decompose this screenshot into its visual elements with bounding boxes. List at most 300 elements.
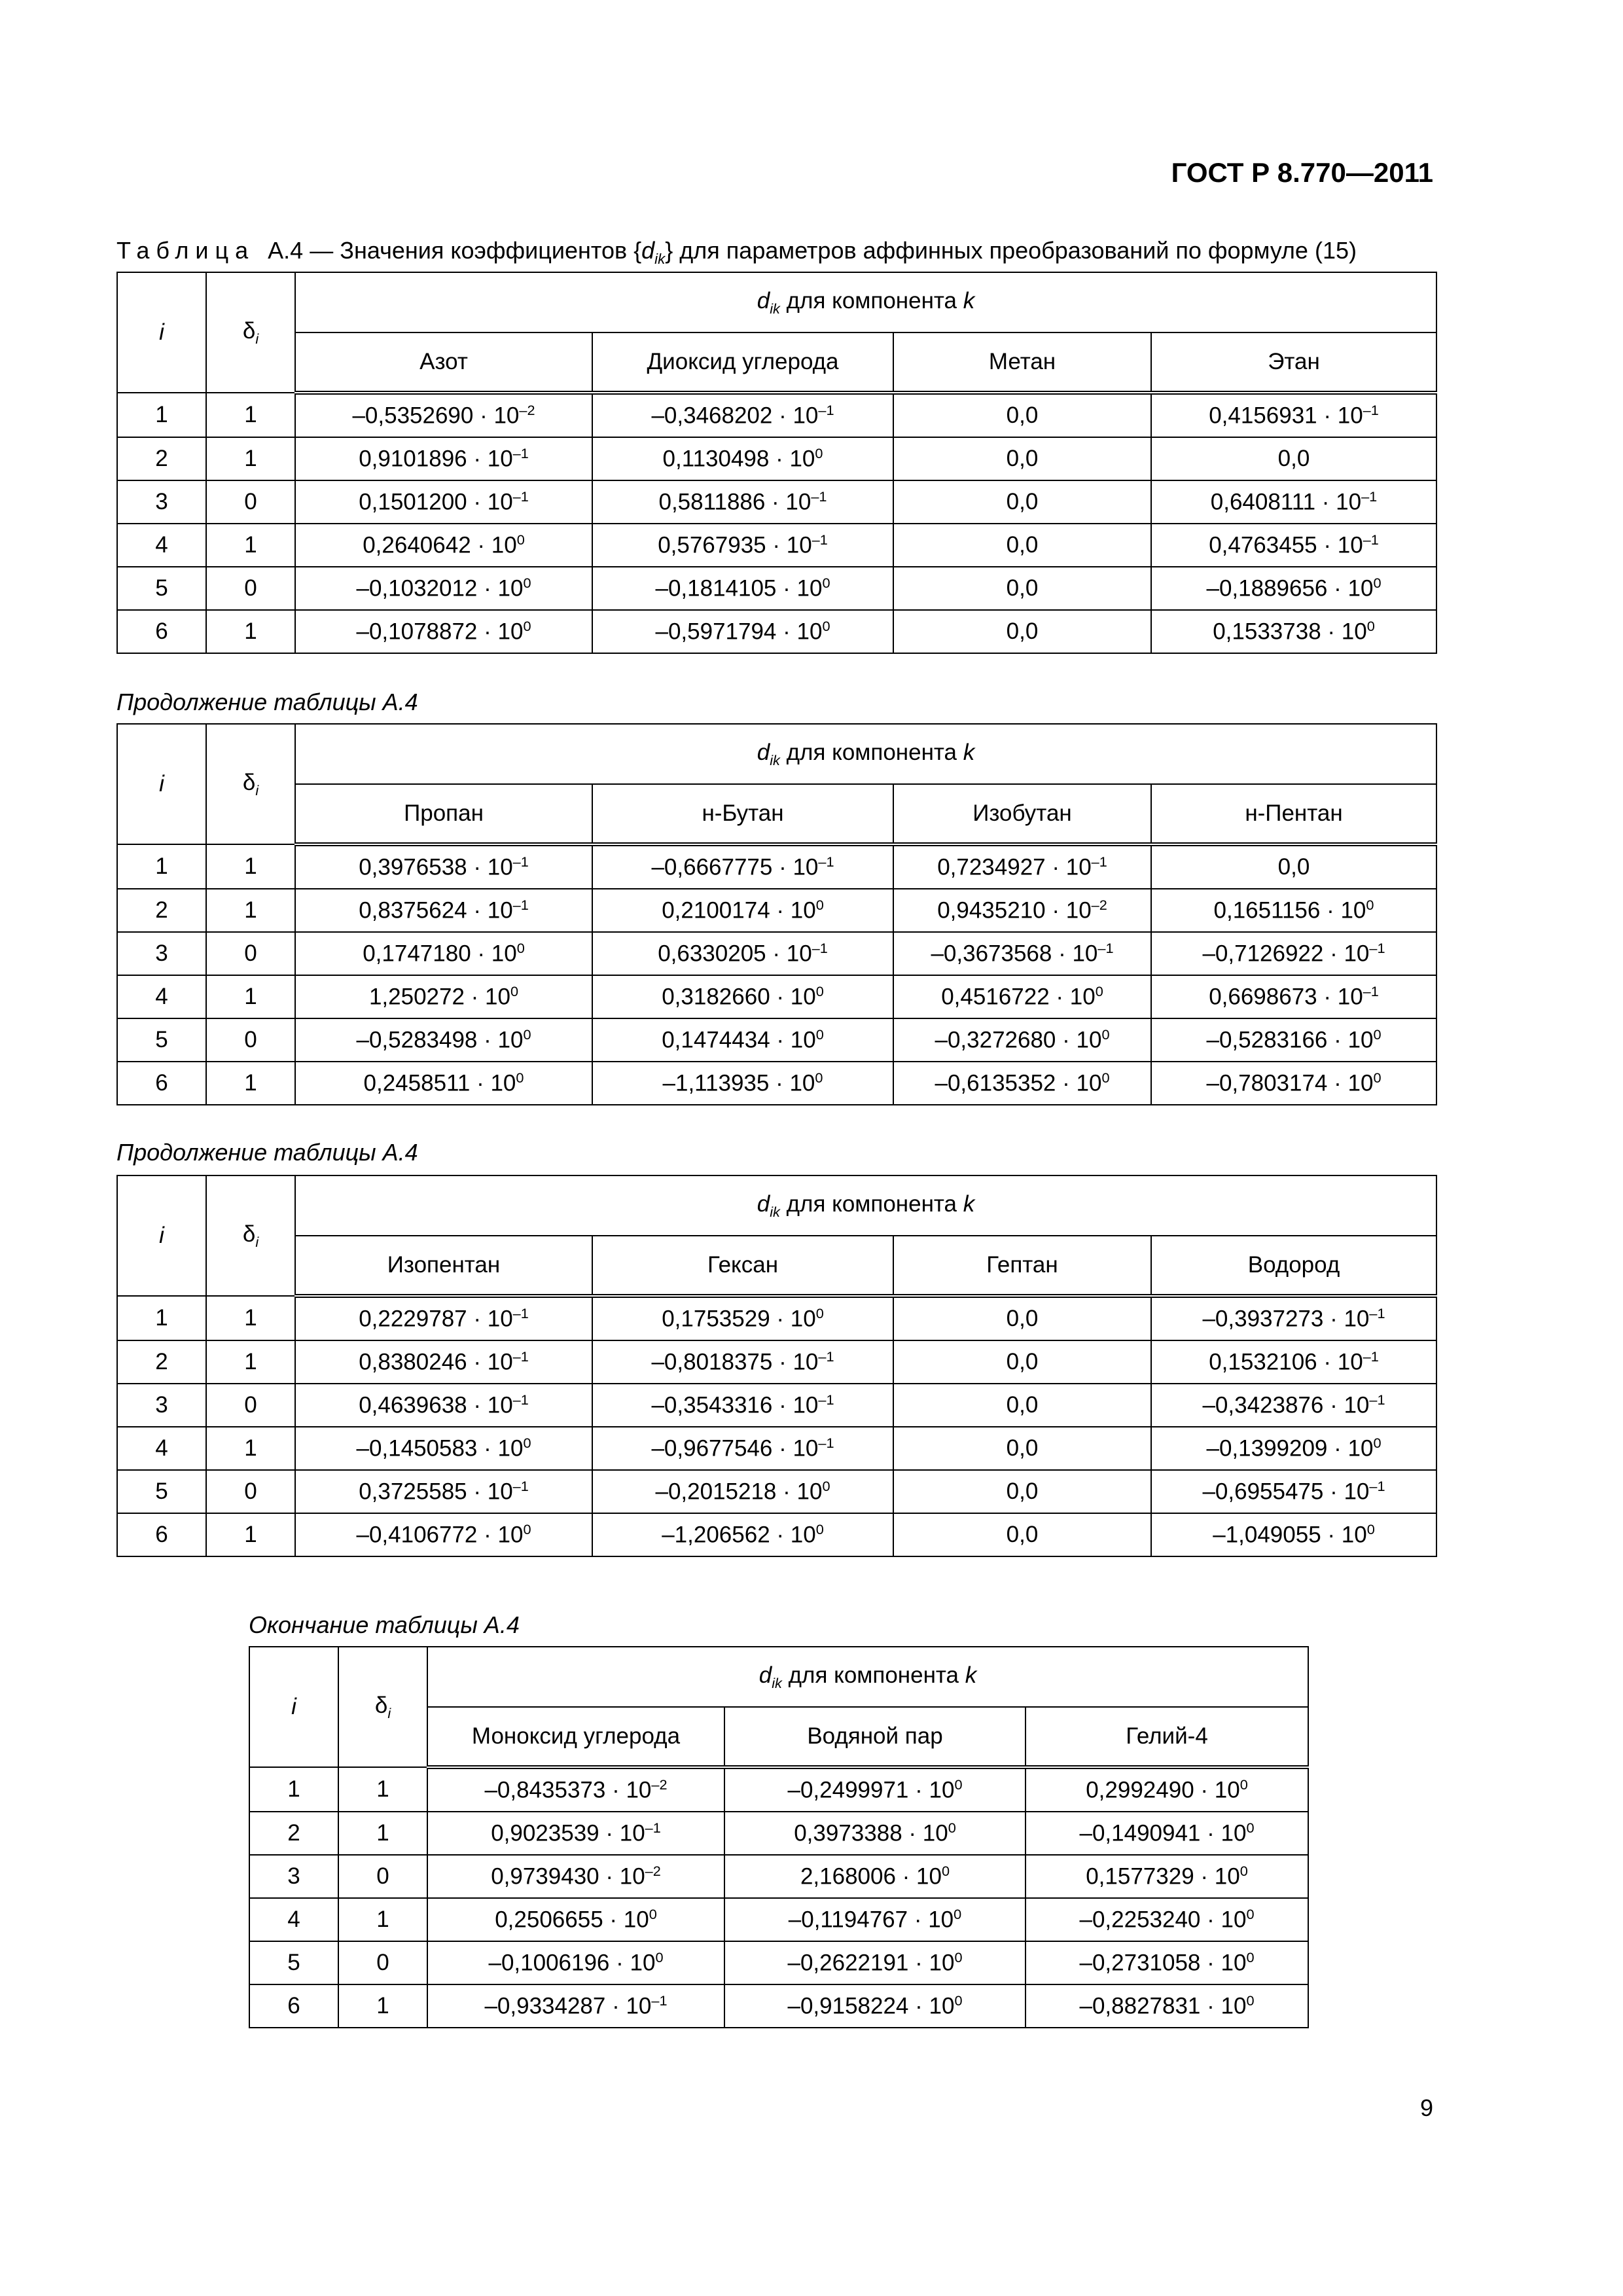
cell-i: 2 xyxy=(117,1340,206,1384)
cell-delta: 1 xyxy=(206,610,295,653)
header-row xyxy=(117,272,1436,332)
cell-value xyxy=(1151,480,1436,524)
cell-value xyxy=(427,1855,724,1898)
cell-i: 3 xyxy=(249,1855,338,1898)
value-exponent: 0 xyxy=(1246,1949,1255,1966)
table-row xyxy=(117,1340,1436,1384)
cell-i: 6 xyxy=(117,610,206,653)
cell-delta: 1 xyxy=(206,1296,295,1340)
cell-value xyxy=(592,975,893,1018)
cell-value xyxy=(295,480,592,524)
value-mantissa: 0,1533738 · 10 xyxy=(1213,619,1367,645)
cell-value xyxy=(427,1767,724,1812)
component-header: Водяной пар xyxy=(724,1707,1026,1767)
cell-value xyxy=(592,889,893,932)
table-row xyxy=(117,480,1436,524)
value-exponent: 0 xyxy=(822,575,830,592)
value-mantissa: 0,0 xyxy=(1277,854,1310,880)
cell-value xyxy=(1151,1018,1436,1062)
component-header: Гептан xyxy=(893,1236,1151,1296)
cell-value xyxy=(592,1513,893,1556)
cell-value xyxy=(893,1340,1151,1384)
cell-i: 6 xyxy=(117,1062,206,1105)
cell-value xyxy=(893,1018,1151,1062)
value-mantissa: 0,0 xyxy=(1006,403,1039,428)
group-d-sub: ik xyxy=(770,751,780,768)
cell-value xyxy=(295,1513,592,1556)
value-exponent: 0 xyxy=(523,1026,531,1043)
value-exponent: –1 xyxy=(512,1391,529,1408)
cell-value xyxy=(592,1018,893,1062)
value-mantissa: –0,2499971 · 10 xyxy=(787,1777,955,1803)
value-mantissa: –0,4106772 · 10 xyxy=(356,1522,524,1548)
value-exponent: –1 xyxy=(818,402,834,419)
table-row xyxy=(117,1470,1436,1513)
cell-value xyxy=(893,393,1151,437)
cell-value xyxy=(1151,975,1436,1018)
cell-delta: 0 xyxy=(338,1941,427,1984)
cell-value xyxy=(893,1296,1151,1340)
component-header-row xyxy=(117,332,1436,393)
value-exponent: –1 xyxy=(812,940,828,957)
value-exponent: –1 xyxy=(811,488,827,505)
value-mantissa: –0,6667775 · 10 xyxy=(651,854,819,880)
value-exponent: 0 xyxy=(1373,1069,1382,1086)
cell-value xyxy=(295,1018,592,1062)
value-mantissa: 0,0 xyxy=(1006,1435,1039,1461)
component-header: Водород xyxy=(1151,1236,1436,1296)
table-row xyxy=(117,610,1436,653)
column-group-header xyxy=(295,724,1436,784)
group-k: k xyxy=(963,1191,975,1217)
value-exponent: 0 xyxy=(516,1069,524,1086)
value-mantissa: 0,6408111 · 10 xyxy=(1210,489,1362,515)
value-mantissa: –0,9334287 · 10 xyxy=(484,1993,652,2019)
value-mantissa: 0,0 xyxy=(1006,532,1039,558)
delta-sub: i xyxy=(387,1704,391,1721)
value-mantissa: –0,5283166 · 10 xyxy=(1206,1027,1374,1053)
cell-value xyxy=(295,975,592,1018)
value-exponent: 0 xyxy=(1240,1776,1248,1793)
cell-value xyxy=(427,1812,724,1855)
cell-value xyxy=(295,1384,592,1427)
group-d: d xyxy=(758,1662,772,1688)
value-mantissa: 0,0 xyxy=(1006,575,1039,601)
cell-i: 5 xyxy=(117,1470,206,1513)
value-exponent: –1 xyxy=(512,1305,529,1322)
table-row xyxy=(117,932,1436,975)
value-mantissa: 0,5767935 · 10 xyxy=(658,532,812,558)
cell-value xyxy=(1151,524,1436,567)
value-exponent: 0 xyxy=(815,445,823,462)
value-exponent: –2 xyxy=(1091,897,1107,914)
table-row xyxy=(117,524,1436,567)
col-i-label: i xyxy=(159,771,164,797)
table-caption: Продолжение таблицы А.4 xyxy=(116,1139,418,1166)
table-row xyxy=(249,1855,1308,1898)
component-header: н-Бутан xyxy=(592,784,893,844)
col-i-label: i xyxy=(291,1694,296,1719)
value-exponent: –1 xyxy=(512,897,529,914)
value-mantissa: –0,7803174 · 10 xyxy=(1206,1070,1374,1096)
delta-symbol: δ xyxy=(374,1692,388,1718)
value-exponent: 0 xyxy=(1246,1820,1255,1837)
cell-value xyxy=(724,1898,1026,1941)
cell-i: 2 xyxy=(117,889,206,932)
cell-delta: 1 xyxy=(206,844,295,889)
header-row xyxy=(117,1175,1436,1236)
value-mantissa: 0,9435210 · 10 xyxy=(937,897,1092,924)
coefficients-table xyxy=(116,1175,1437,1557)
table-number: А.4 — Значения коэффициентов { xyxy=(268,237,642,264)
value-exponent: 0 xyxy=(1101,1026,1110,1043)
value-exponent: –1 xyxy=(512,1478,529,1495)
value-exponent: 0 xyxy=(815,1069,823,1086)
table-row xyxy=(117,1018,1436,1062)
cell-delta: 1 xyxy=(206,889,295,932)
value-mantissa: 0,2229787 · 10 xyxy=(359,1306,513,1332)
value-mantissa: 0,4763455 · 10 xyxy=(1209,532,1363,558)
component-header: Гексан xyxy=(592,1236,893,1296)
value-mantissa: –0,3937273 · 10 xyxy=(1202,1306,1370,1332)
value-mantissa: 0,1501200 · 10 xyxy=(359,489,513,515)
coefficients-table xyxy=(249,1646,1309,2028)
value-mantissa: 0,3973388 · 10 xyxy=(794,1820,948,1846)
cell-delta: 0 xyxy=(206,480,295,524)
value-mantissa: 0,0 xyxy=(1006,446,1039,471)
header-row xyxy=(117,724,1436,784)
group-label: для компонента xyxy=(779,739,963,765)
cell-value xyxy=(724,1812,1026,1855)
value-exponent: 0 xyxy=(655,1949,664,1966)
value-exponent: –1 xyxy=(1369,1478,1385,1495)
value-exponent: 0 xyxy=(523,575,531,592)
cell-value xyxy=(295,932,592,975)
value-exponent: –1 xyxy=(512,445,529,462)
cell-value xyxy=(427,1898,724,1941)
cell-i: 5 xyxy=(249,1941,338,1984)
value-mantissa: 0,1747180 · 10 xyxy=(363,941,517,967)
group-d-sub: ik xyxy=(770,1203,780,1220)
value-mantissa: 0,0 xyxy=(1006,619,1039,644)
column-group-header xyxy=(427,1647,1308,1707)
value-mantissa: 0,0 xyxy=(1006,1479,1039,1504)
page-number: 9 xyxy=(1419,2094,1433,2121)
cell-value xyxy=(1151,889,1436,932)
cell-value xyxy=(893,524,1151,567)
cell-delta: 1 xyxy=(206,1340,295,1384)
value-exponent: –1 xyxy=(512,853,529,870)
cell-i: 1 xyxy=(117,844,206,889)
table-caption: Продолжение таблицы А.4 xyxy=(116,689,418,715)
value-mantissa: –0,5283498 · 10 xyxy=(356,1027,524,1053)
value-exponent: 0 xyxy=(822,1478,830,1495)
cell-value xyxy=(295,1340,592,1384)
cell-i: 5 xyxy=(117,1018,206,1062)
value-mantissa: 0,0 xyxy=(1006,1349,1039,1374)
group-label: для компонента xyxy=(779,287,963,314)
value-exponent: 0 xyxy=(941,1863,950,1880)
table-title xyxy=(116,237,1357,268)
cell-delta: 0 xyxy=(338,1855,427,1898)
component-header: Гелий-4 xyxy=(1026,1707,1308,1767)
cell-value xyxy=(724,1767,1026,1812)
cell-delta: 1 xyxy=(206,524,295,567)
value-mantissa: –0,3272680 · 10 xyxy=(935,1027,1102,1053)
value-mantissa: 0,2100174 · 10 xyxy=(662,897,816,924)
value-exponent: –1 xyxy=(512,1348,529,1365)
value-mantissa: –0,1889656 · 10 xyxy=(1206,575,1374,601)
value-mantissa: 0,1753529 · 10 xyxy=(662,1306,816,1332)
cell-value xyxy=(295,524,592,567)
component-header: н-Пентан xyxy=(1151,784,1436,844)
value-mantissa: 0,0 xyxy=(1277,446,1310,471)
value-mantissa: 0,1130498 · 10 xyxy=(662,446,815,472)
value-mantissa: –0,5352690 · 10 xyxy=(352,403,520,429)
value-mantissa: 2,168006 · 10 xyxy=(800,1863,942,1890)
value-mantissa: 0,6330205 · 10 xyxy=(658,941,812,967)
delta-symbol: δ xyxy=(242,769,256,795)
cell-value xyxy=(893,1062,1151,1105)
table-row xyxy=(117,567,1436,610)
value-mantissa: –1,206562 · 10 xyxy=(662,1522,816,1548)
value-exponent: –1 xyxy=(1363,531,1379,548)
value-exponent: 0 xyxy=(954,1949,963,1966)
column-group-header xyxy=(295,272,1436,332)
component-header: Изобутан xyxy=(893,784,1151,844)
cell-value xyxy=(592,1427,893,1470)
component-header: Метан xyxy=(893,332,1151,393)
value-mantissa: –0,1450583 · 10 xyxy=(356,1435,524,1462)
value-exponent: –1 xyxy=(645,1820,661,1837)
value-mantissa: –0,7126922 · 10 xyxy=(1202,941,1370,967)
value-mantissa: 0,9101896 · 10 xyxy=(359,446,513,472)
cell-value xyxy=(295,1427,592,1470)
cell-value xyxy=(1151,437,1436,480)
value-exponent: 0 xyxy=(516,940,525,957)
cell-value xyxy=(1151,610,1436,653)
cell-i: 1 xyxy=(249,1767,338,1812)
value-mantissa: 0,0 xyxy=(1006,1392,1039,1418)
cell-value xyxy=(1151,1340,1436,1384)
cell-value xyxy=(893,1384,1151,1427)
coefficients-table xyxy=(116,723,1437,1105)
value-exponent: 0 xyxy=(523,1521,531,1538)
table-row xyxy=(249,1767,1308,1812)
value-exponent: –1 xyxy=(1363,402,1379,419)
component-header: Моноксид углерода xyxy=(427,1707,724,1767)
value-mantissa: –0,9677546 · 10 xyxy=(651,1435,819,1462)
value-mantissa: –0,8018375 · 10 xyxy=(651,1349,819,1375)
table-row xyxy=(117,437,1436,480)
coefficients-table xyxy=(116,272,1437,654)
cell-value xyxy=(295,610,592,653)
cell-delta: 1 xyxy=(338,1898,427,1941)
title-d-sub: ik xyxy=(654,251,666,268)
cell-value xyxy=(893,932,1151,975)
cell-value xyxy=(592,1296,893,1340)
value-mantissa: –0,2253240 · 10 xyxy=(1079,1907,1247,1933)
cell-value xyxy=(1151,567,1436,610)
value-exponent: –1 xyxy=(1363,983,1379,1000)
cell-value xyxy=(592,932,893,975)
table-caption: Окончание таблицы А.4 xyxy=(249,1611,520,1638)
value-mantissa: 0,1577329 · 10 xyxy=(1086,1863,1240,1890)
cell-i: 3 xyxy=(117,1384,206,1427)
cell-i: 3 xyxy=(117,480,206,524)
cell-delta: 0 xyxy=(206,1470,295,1513)
group-d: d xyxy=(757,1191,770,1217)
column-header-delta xyxy=(206,724,295,844)
cell-value xyxy=(592,524,893,567)
cell-value xyxy=(592,1384,893,1427)
component-header: Этан xyxy=(1151,332,1436,393)
value-mantissa: –1,113935 · 10 xyxy=(662,1070,815,1096)
table-row xyxy=(117,975,1436,1018)
value-exponent: 0 xyxy=(649,1906,657,1923)
value-exponent: 0 xyxy=(822,618,830,635)
cell-value xyxy=(295,1062,592,1105)
table-row xyxy=(117,1427,1436,1470)
cell-value xyxy=(592,1470,893,1513)
column-header-delta xyxy=(206,272,295,393)
cell-i: 4 xyxy=(117,1427,206,1470)
delta-sub: i xyxy=(255,330,259,347)
cell-value xyxy=(724,1941,1026,1984)
value-mantissa: 1,250272 · 10 xyxy=(368,984,510,1010)
value-mantissa: –0,3423876 · 10 xyxy=(1202,1392,1370,1418)
cell-value xyxy=(295,567,592,610)
cell-i: 4 xyxy=(117,524,206,567)
value-mantissa: 0,8375624 · 10 xyxy=(359,897,513,924)
value-exponent: 0 xyxy=(1366,1521,1375,1538)
value-exponent: 0 xyxy=(1095,983,1103,1000)
cell-value xyxy=(295,1470,592,1513)
cell-value xyxy=(592,437,893,480)
table-row xyxy=(117,393,1436,437)
value-mantissa: 0,4639638 · 10 xyxy=(359,1392,513,1418)
cell-value xyxy=(592,1340,893,1384)
value-exponent: 0 xyxy=(1246,1906,1255,1923)
value-mantissa: –0,1078872 · 10 xyxy=(356,619,524,645)
cell-i: 2 xyxy=(249,1812,338,1855)
cell-value xyxy=(724,1855,1026,1898)
value-exponent: –1 xyxy=(818,1391,834,1408)
cell-delta: 0 xyxy=(206,1018,295,1062)
value-exponent: 0 xyxy=(815,1521,824,1538)
cell-value xyxy=(1151,1296,1436,1340)
component-header: Пропан xyxy=(295,784,592,844)
value-mantissa: –0,2622191 · 10 xyxy=(787,1950,955,1976)
delta-symbol: δ xyxy=(242,317,256,344)
group-label: для компонента xyxy=(779,1191,963,1217)
value-mantissa: –0,3468202 · 10 xyxy=(651,403,819,429)
cell-value xyxy=(1151,844,1436,889)
value-mantissa: 0,2458511 · 10 xyxy=(363,1070,516,1096)
table-prefix: Таблица xyxy=(116,237,255,264)
value-exponent: 0 xyxy=(815,1026,824,1043)
cell-delta: 1 xyxy=(206,975,295,1018)
cell-delta: 0 xyxy=(206,1384,295,1427)
value-mantissa: 0,4156931 · 10 xyxy=(1209,403,1363,429)
cell-value xyxy=(295,889,592,932)
cell-value xyxy=(1151,1062,1436,1105)
value-mantissa: 0,2640642 · 10 xyxy=(363,532,517,558)
value-mantissa: 0,2992490 · 10 xyxy=(1086,1777,1240,1803)
value-exponent: –1 xyxy=(512,488,529,505)
cell-value xyxy=(592,610,893,653)
table-row xyxy=(117,1384,1436,1427)
group-k: k xyxy=(965,1662,977,1688)
cell-value xyxy=(592,480,893,524)
cell-i: 5 xyxy=(117,567,206,610)
component-header-row xyxy=(117,784,1436,844)
value-exponent: –1 xyxy=(1097,940,1114,957)
column-header-i xyxy=(249,1647,338,1767)
value-mantissa: –0,3673568 · 10 xyxy=(931,941,1098,967)
value-exponent: 0 xyxy=(510,983,519,1000)
cell-value xyxy=(1151,1427,1436,1470)
column-header-delta xyxy=(206,1175,295,1296)
cell-delta: 0 xyxy=(206,932,295,975)
cell-value xyxy=(295,1296,592,1340)
value-mantissa: –0,1490941 · 10 xyxy=(1079,1820,1247,1846)
delta-sub: i xyxy=(255,781,259,798)
value-mantissa: 0,0 xyxy=(1006,1306,1039,1331)
cell-i: 6 xyxy=(249,1984,338,2028)
group-k: k xyxy=(963,287,975,314)
cell-delta: 1 xyxy=(338,1984,427,2028)
column-header-i xyxy=(117,724,206,844)
value-mantissa: 0,8380246 · 10 xyxy=(359,1349,513,1375)
value-exponent: –2 xyxy=(645,1863,661,1880)
title-d: d xyxy=(641,237,655,264)
delta-sub: i xyxy=(255,1233,259,1250)
value-mantissa: 0,3725585 · 10 xyxy=(359,1479,513,1505)
value-exponent: 0 xyxy=(815,1305,824,1322)
component-header: Изопентан xyxy=(295,1236,592,1296)
cell-value xyxy=(724,1984,1026,2028)
value-mantissa: –0,6955475 · 10 xyxy=(1202,1479,1370,1505)
cell-value xyxy=(893,610,1151,653)
cell-value xyxy=(592,393,893,437)
value-mantissa: –0,1194767 · 10 xyxy=(788,1907,954,1933)
component-header-row xyxy=(117,1236,1436,1296)
value-mantissa: 0,1532106 · 10 xyxy=(1209,1349,1363,1375)
value-mantissa: –0,1399209 · 10 xyxy=(1206,1435,1374,1462)
group-label: для компонента xyxy=(781,1662,965,1688)
cell-value xyxy=(592,844,893,889)
cell-value xyxy=(893,1427,1151,1470)
cell-value xyxy=(1026,1812,1308,1855)
cell-value xyxy=(1026,1898,1308,1941)
cell-i: 4 xyxy=(249,1898,338,1941)
value-mantissa: –0,8435373 · 10 xyxy=(484,1777,652,1803)
cell-value xyxy=(893,1513,1151,1556)
value-exponent: –2 xyxy=(519,402,535,419)
value-mantissa: –0,1006196 · 10 xyxy=(488,1950,656,1976)
group-d-sub: ik xyxy=(772,1674,782,1691)
value-exponent: –1 xyxy=(1369,940,1385,957)
value-mantissa: 0,3976538 · 10 xyxy=(359,854,513,880)
cell-delta: 1 xyxy=(206,1427,295,1470)
value-mantissa: –0,3543316 · 10 xyxy=(651,1392,819,1418)
value-mantissa: –0,5971794 · 10 xyxy=(655,619,823,645)
cell-value xyxy=(1026,1855,1308,1898)
value-exponent: –1 xyxy=(1369,1391,1385,1408)
col-i-label: i xyxy=(159,1223,164,1248)
cell-delta: 0 xyxy=(206,567,295,610)
